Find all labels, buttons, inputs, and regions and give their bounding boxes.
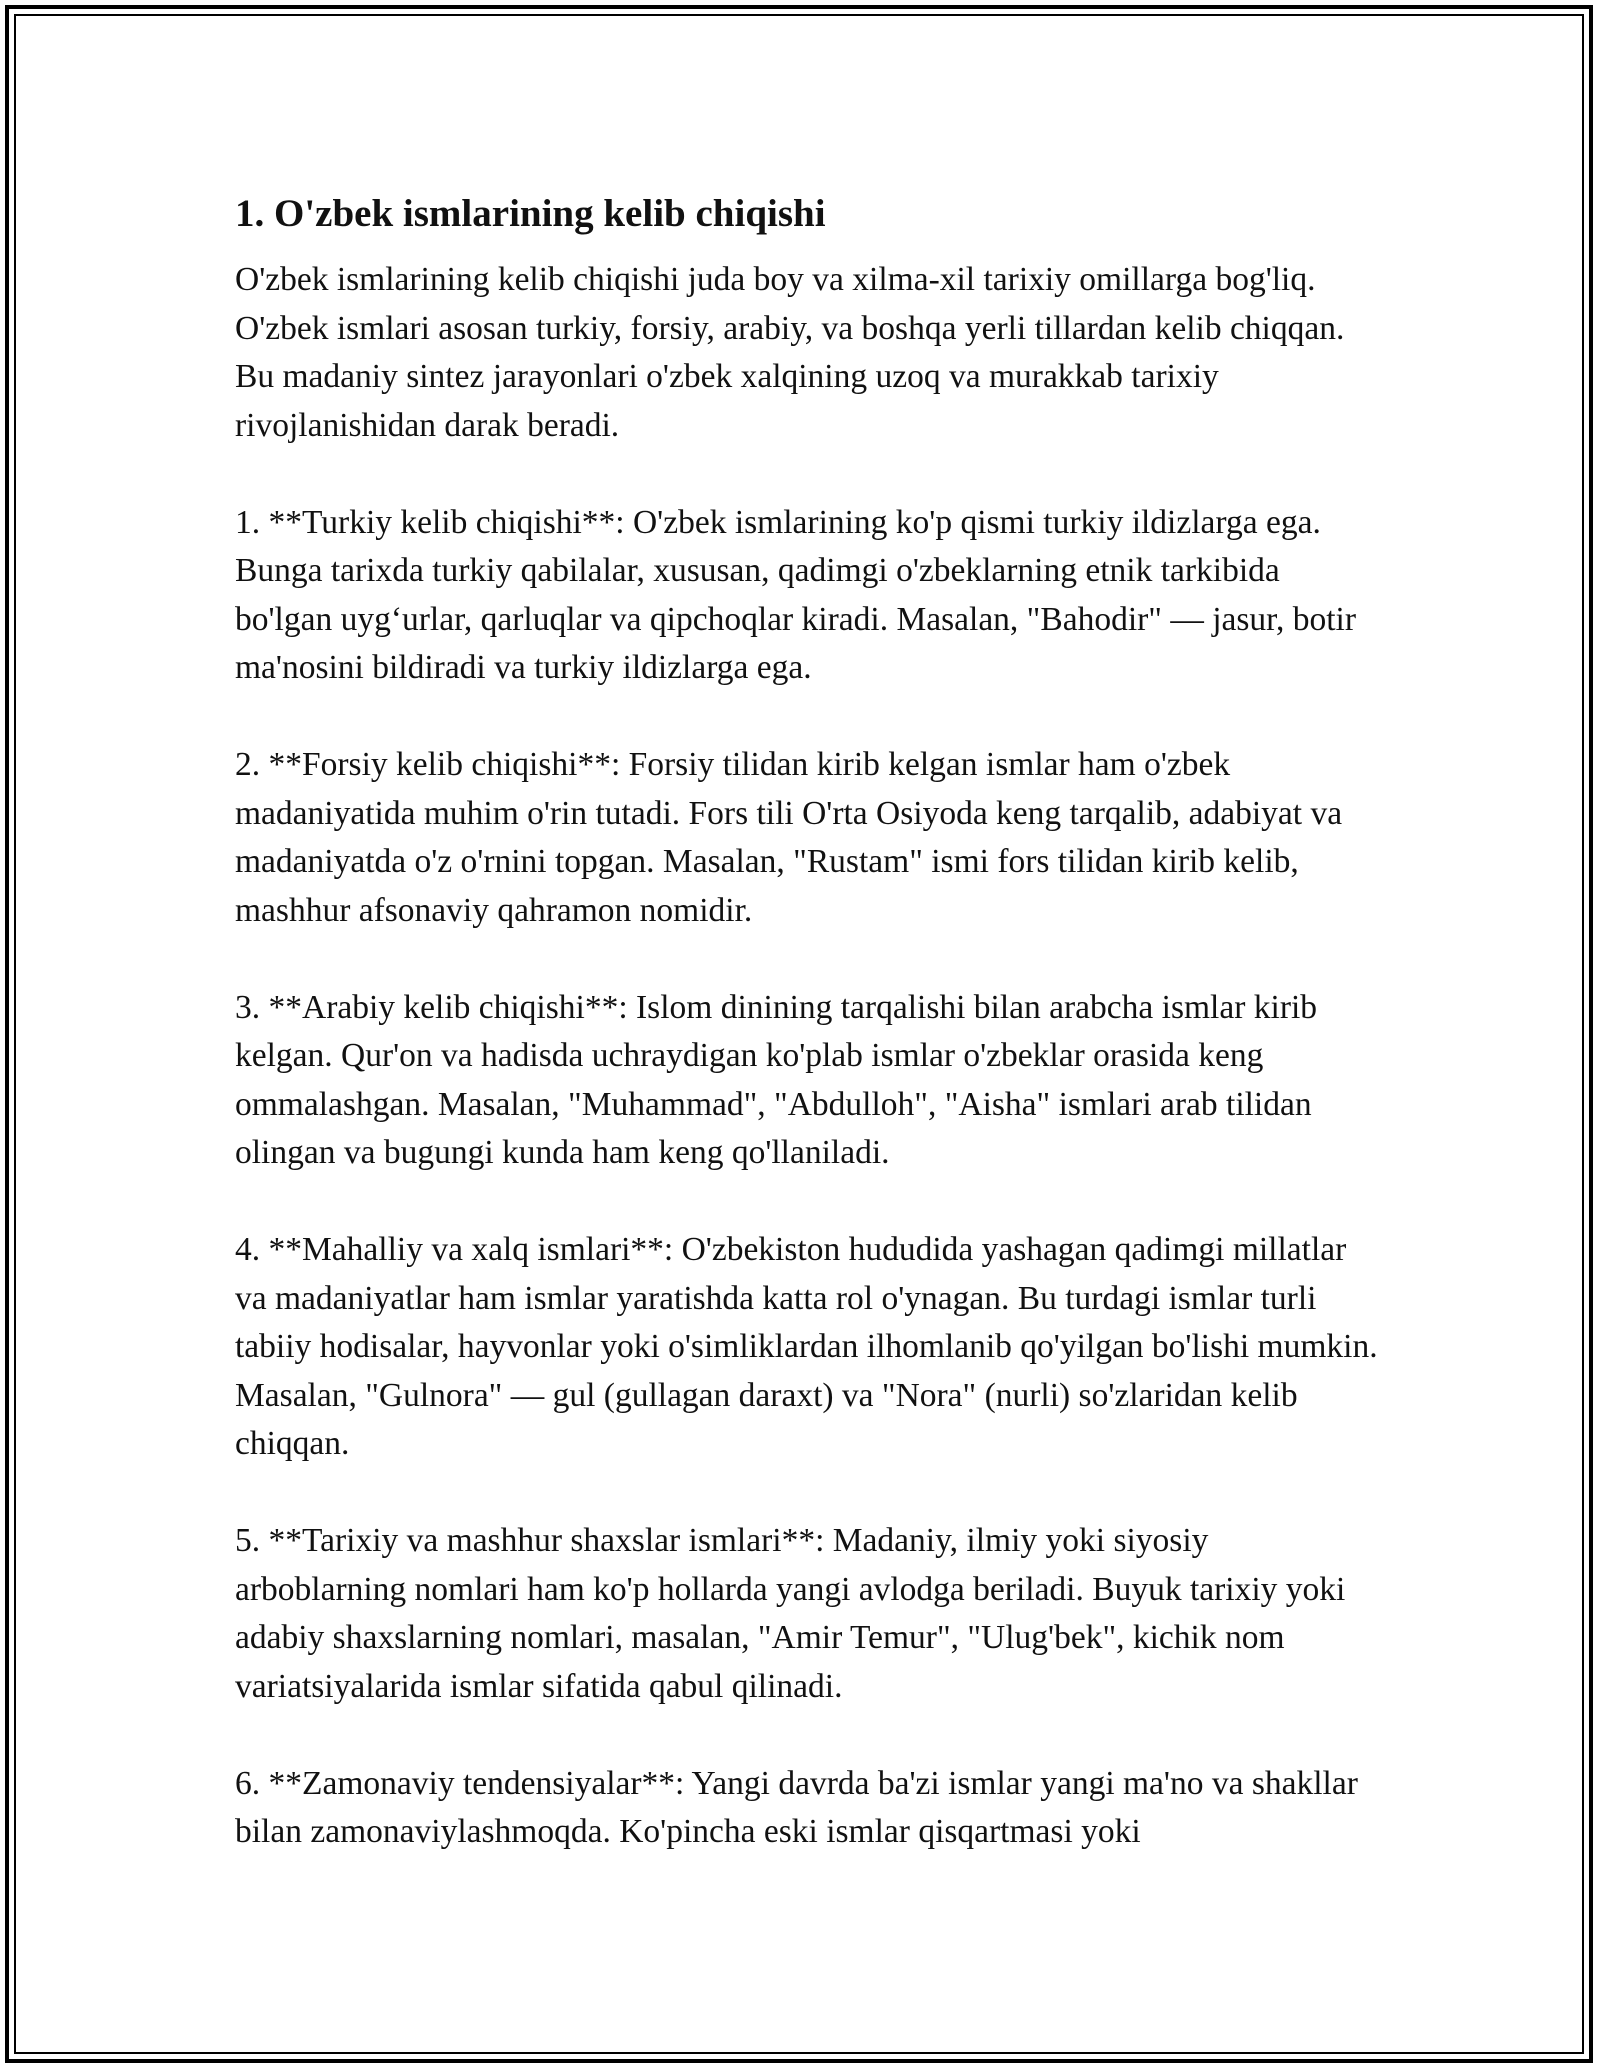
section-heading: 1. O'zbek ismlarining kelib chiqishi — [235, 192, 826, 235]
intro-paragraph: O'zbek ismlarining kelib chiqishi juda boy va xilma-xil tarixiy omillarga bog'liq. O'zbek ismlari asosan turkiy, forsiy, arabiy, va boshqa yerli tillardan kelib chiqqan. Bu madaniy sintez jarayonlari o'zbek xalqining uzoq va murakkab tarixiy rivojlanishidan darak beradi. — [235, 261, 1345, 444]
document-body — [235, 190, 1385, 1905]
paragraph-historical-names: 5. **Tarixiy va mashhur shaxslar ismlari**: Madaniy, ilmiy yoki siyosiy arboblarning nomlari ham ko'p hollarda yangi avlodga beriladi. Buyuk tarixiy yoki adabiy shaxslarning nomlari, masalan, "Amir Temur", "Ulug'bek", kichik nom variatsiyalarida ismlar sifatida qabul qilinadi. — [235, 1522, 1346, 1705]
paragraph-arabic-origin: 3. **Arabiy kelib chiqishi**: Islom dinining tarqalishi bilan arabcha ismlar kirib kelgan. Qur'on va hadisda uchraydigan ko'plab ismlar o'zbeklar orasida keng ommalashgan. Masalan, "Muhammad", "Abdulloh", "Aisha" ismlari arab tilidan olingan va bugungi kunda ham keng qo'llaniladi. — [235, 988, 1318, 1171]
paragraph-turkic-origin: 1. **Turkiy kelib chiqishi**: O'zbek ismlarining ko'p qismi turkiy ildizlarga ega. Bunga tarixda turkiy qabilalar, xususan, qadimgi o'zbeklarning etnik tarkibida bo'lgan uygʻurlar, qarluqlar va qipchoqlar kiradi. Masalan, "Bahodir" — jasur, botir ma'nosini bildiradi va turkiy ildizlarga ega. — [235, 503, 1357, 686]
paragraph-local-names: 4. **Mahalliy va xalq ismlari**: O'zbekiston hududida yashagan qadimgi millatlar va madaniyatlar ham ismlar yaratishda katta rol o'ynagan. Bu turdagi ismlar turli tabiiy hodisalar, hayvonlar yoki o'simliklardan ilhomlanib qo'yilgan bo'lishi mumkin. Masalan, "Gulnora" — gul (gullagan daraxt) va "Nora" (nurli) so'zlaridan kelib chiqqan. — [235, 1231, 1378, 1462]
paragraph-modern-trends: 6. **Zamonaviy tendensiyalar**: Yangi davrda ba'zi ismlar yangi ma'no va shakllar bilan zamonaviylashmoqda. Ko'pincha eski ismlar qisqartmasi yoki — [235, 1764, 1358, 1850]
paragraph-persian-origin: 2. **Forsiy kelib chiqishi**: Forsiy tilidan kirib kelgan ismlar ham o'zbek madaniyatida muhim o'rin tutadi. Fors tili O'rta Osiyoda keng tarqalib, adabiyat va madaniyatda o'z o'rnini topgan. Masalan, "Rustam" ismi fors tilidan kirib kelib, mashhur afsonaviy qahramon nomidir. — [235, 746, 1343, 929]
